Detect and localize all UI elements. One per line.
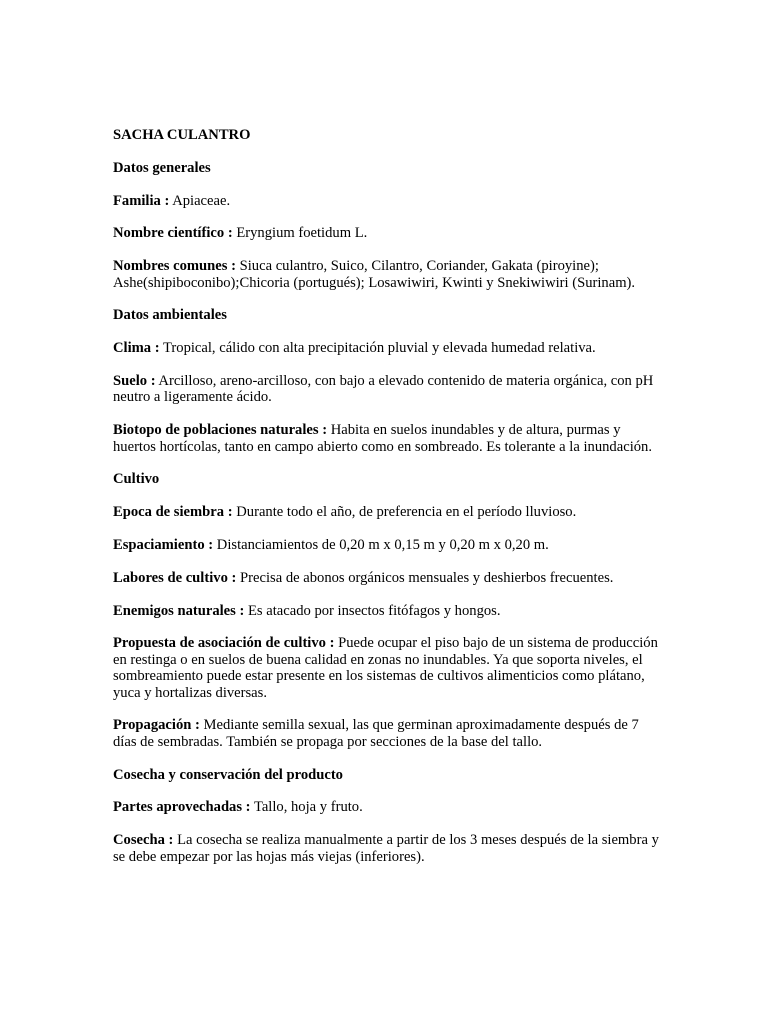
field-label: Suelo : [113, 372, 156, 389]
field-value: Tropical, cálido con alta precipitación pluvial y elevada humedad relativa. [163, 340, 596, 357]
field-label: Partes aprovechadas : [113, 799, 251, 816]
field-label: Propuesta de asociación de cultivo : [113, 635, 335, 652]
field-value: La cosecha se realiza manualmente a partir de los 3 meses después de la siembra y se debe empezar por las hojas más viejas (inferiores). [113, 832, 659, 865]
field-nombres-comunes [113, 258, 665, 291]
section-heading-ambientales: Datos ambientales [113, 307, 227, 324]
field-label: Enemigos naturales : [113, 602, 245, 619]
field-label: Epoca de siembra : [113, 504, 233, 521]
field-labores-cultivo [113, 570, 665, 586]
field-value: Puede ocupar el piso bajo de un sistema de producción en restinga o en suelos de buena calidad en zonas no inundables. Ya que soporta niveles, el sombreamiento puede estar presente en los sistemas de cultivos alimenticios como plátano, yuca y hortalizas diversas. [113, 635, 658, 701]
field-value: Es atacado por insectos fitófagos y hongos. [248, 602, 501, 619]
section-heading-cultivo: Cultivo [113, 471, 160, 488]
field-suelo [113, 373, 665, 406]
field-label: Labores de cultivo : [113, 569, 237, 586]
section-heading-general: Datos generales [113, 159, 211, 176]
field-familia [113, 193, 665, 209]
field-value: Mediante semilla sexual, las que germinan aproximadamente después de 7 días de sembradas. También se propaga por secciones de la base del tallo. [113, 717, 639, 750]
field-enemigos-naturales [113, 603, 665, 619]
field-cosecha [113, 832, 665, 865]
field-label: Nombre científico : [113, 225, 233, 242]
field-biotopo [113, 422, 665, 455]
field-propagacion [113, 717, 665, 750]
field-value: Apiaceae. [172, 192, 231, 209]
field-value: Arcilloso, areno-arcilloso, con bajo a elevado contenido de materia orgánica, con pH neutro a ligeramente ácido. [113, 372, 654, 406]
section-heading-cosecha: Cosecha y conservación del producto [113, 766, 343, 783]
field-label: Espaciamiento : [113, 536, 214, 553]
field-label: Propagación : [113, 717, 200, 734]
field-clima [113, 340, 665, 356]
field-value: Distanciamientos de 0,20 m x 0,15 m y 0,20 m x 0,20 m. [216, 536, 549, 553]
document-title: SACHA CULANTRO [113, 127, 251, 143]
field-partes-aprovechadas [113, 799, 665, 815]
field-label: Clima : [113, 340, 160, 357]
field-epoca-siembra [113, 504, 665, 520]
field-value: Durante todo el año, de preferencia en el período lluvioso. [236, 504, 577, 521]
field-nombre-cientifico [113, 225, 665, 241]
field-label: Familia : [113, 192, 170, 209]
document-content [113, 127, 665, 881]
field-label: Biotopo de poblaciones naturales : [113, 422, 328, 439]
field-label: Nombres comunes : [113, 258, 236, 275]
field-asociacion-cultivo [113, 635, 665, 701]
field-espaciamiento [113, 537, 665, 553]
field-value: Eryngium foetidum L. [236, 225, 368, 242]
field-value: Precisa de abonos orgánicos mensuales y deshierbos frecuentes. [240, 569, 614, 586]
field-value: Habita en suelos inundables y de altura, purmas y huertos hortícolas, tanto en campo abierto como en sombreado. Es tolerante a la inundación. [113, 422, 652, 455]
field-label: Cosecha : [113, 832, 174, 849]
field-value: Tallo, hoja y fruto. [253, 799, 363, 816]
field-value: Siuca culantro, Suico, Cilantro, Coriander, Gakata (piroyine); Ashe(shipiboconibo);Chicoria (portugués); Losawiwiri, Kwinti y Snekiwiwiri (Surinam). [113, 258, 636, 291]
